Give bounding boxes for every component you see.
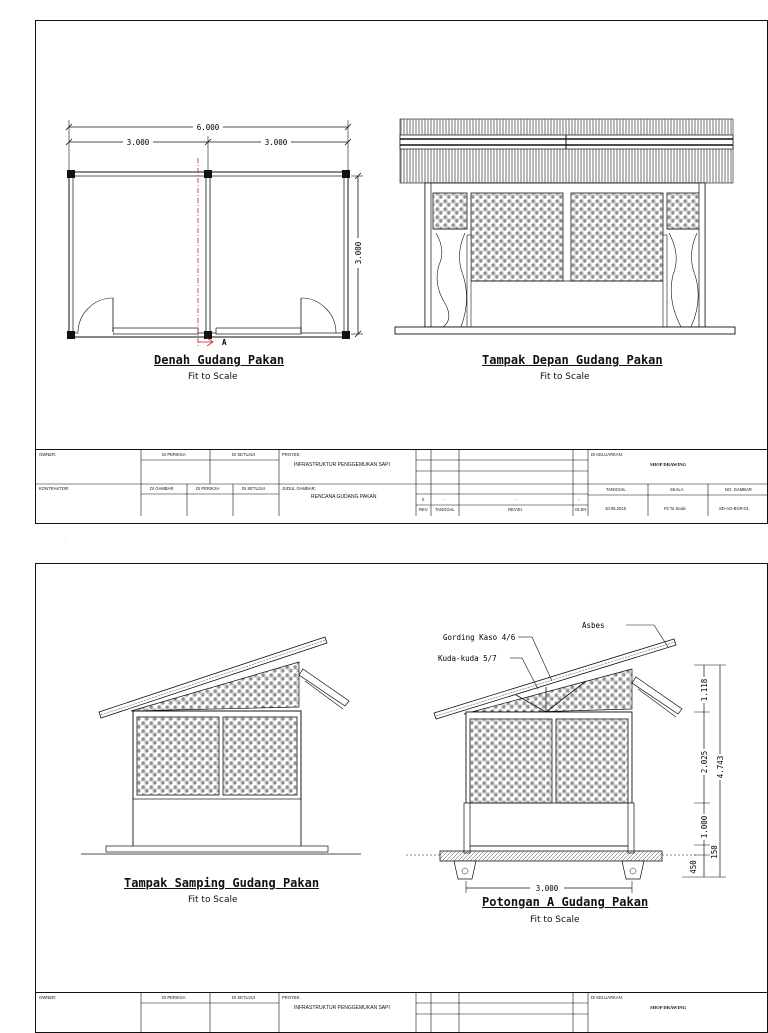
tb-rev-oleh: - bbox=[578, 497, 580, 502]
page-speck: · bbox=[64, 536, 66, 542]
side-scale: Fit to Scale bbox=[188, 895, 238, 905]
dim-4743: 4.743 bbox=[716, 755, 725, 779]
tb-revisi-header: REVISI bbox=[508, 507, 522, 512]
tb-proyek-label: PROYEK: bbox=[282, 452, 301, 457]
dim-depth: 3.000 bbox=[354, 241, 363, 265]
label-kuda-kuda: Kuda-kuda 5/7 bbox=[438, 654, 497, 663]
drawing-sheet-2 bbox=[35, 563, 768, 1033]
plan-title: Denah Gudang Pakan bbox=[154, 353, 285, 367]
tb2-owner-label: OWNER: bbox=[39, 995, 57, 1000]
dim-1000: 1.000 bbox=[700, 815, 709, 839]
tb-proyek: INFRASTRUKTUR PENGGEMUKAN SAPI bbox=[294, 462, 390, 468]
front-elevation-drawing bbox=[391, 115, 741, 337]
tb-kontraktor-label: KONTRAKTOR: bbox=[39, 486, 70, 491]
dim-2025: 2.025 bbox=[700, 750, 709, 774]
dim-left: 3.000 bbox=[126, 138, 150, 147]
tb2-dikeluarkan: SHOP DRAWING bbox=[650, 1005, 687, 1010]
side-elevation-drawing bbox=[81, 629, 361, 859]
dim-total: 6.000 bbox=[196, 123, 220, 132]
tb-tanggal-label: TANGGAL bbox=[606, 487, 626, 492]
dim-right: 3.000 bbox=[264, 138, 288, 147]
dim-3000: 3.000 bbox=[535, 884, 559, 893]
tb-disetujui: DI SETUJUI bbox=[232, 452, 255, 457]
floor-plan-drawing bbox=[61, 116, 381, 346]
side-title: Tampak Samping Gudang Pakan bbox=[124, 876, 320, 890]
label-gording: Gording Kaso 4/6 bbox=[443, 633, 516, 642]
label-asbes: Asbes bbox=[582, 621, 605, 630]
tb-oleh-header: OLEH bbox=[575, 507, 587, 512]
section-drawing bbox=[406, 609, 766, 909]
title-block bbox=[36, 449, 768, 524]
tb-skala: Fit To Scale bbox=[664, 506, 686, 511]
dim-150: 150 bbox=[710, 845, 719, 859]
section-scale: Fit to Scale bbox=[530, 915, 580, 925]
dim-450: 450 bbox=[689, 860, 698, 874]
tb-judul-label: JUDUL GAMBAR: bbox=[282, 486, 316, 491]
tb2-disetujui: DI SETUJUI bbox=[232, 995, 255, 1000]
tb-diperiksa2: DI PERIKSA bbox=[196, 486, 220, 491]
tb-owner-label: OWNER: bbox=[39, 452, 57, 457]
tb-rev-num: 0 bbox=[422, 497, 425, 502]
tb-rev-revisi: - bbox=[515, 497, 517, 502]
tb-tanggal: 10.05.2015 bbox=[605, 506, 626, 511]
dim-1118: 1.118 bbox=[700, 678, 709, 702]
tb-diperiksa: DI PERIKSA bbox=[162, 452, 186, 457]
tb-nogambar: SD-AG-BGR-01 bbox=[719, 506, 749, 511]
tb-disetujui2: DI SETUJUI bbox=[242, 486, 265, 491]
tb-rev-header: REV. bbox=[419, 507, 429, 512]
section-title: Potongan A Gudang Pakan bbox=[482, 895, 649, 909]
tb-digambar: DI GAMBAR bbox=[150, 486, 174, 491]
tb2-proyek-label: PROYEK: bbox=[282, 995, 301, 1000]
front-title: Tampak Depan Gudang Pakan bbox=[482, 353, 663, 367]
title-block-2 bbox=[36, 992, 768, 1033]
tb-nogambar-label: NO. GAMBAR bbox=[725, 487, 752, 492]
tb2-dikeluarkan-label: DI KELUARKAN: bbox=[591, 995, 623, 1000]
front-scale: Fit to Scale bbox=[540, 372, 590, 382]
tb2-proyek: INFRASTRUKTUR PENGGEMUKAN SAPI bbox=[294, 1005, 390, 1011]
tb-judul: RENCANA GUDANG PAKAN bbox=[311, 494, 377, 500]
tb2-diperiksa: DI PERIKSA bbox=[162, 995, 186, 1000]
tb-dikeluarkan-label: DI KELUARKAN: bbox=[591, 452, 623, 457]
drawing-sheet-1 bbox=[35, 20, 768, 524]
tb-skala-label: SKALA bbox=[670, 487, 684, 492]
tb-tanggal-header: TANGGAL bbox=[435, 507, 455, 512]
tb-dikeluarkan: SHOP DRAWING bbox=[650, 462, 687, 467]
plan-scale: Fit to Scale bbox=[188, 372, 238, 382]
section-mark: A bbox=[222, 338, 227, 346]
tb-rev-tanggal: - bbox=[443, 497, 445, 502]
